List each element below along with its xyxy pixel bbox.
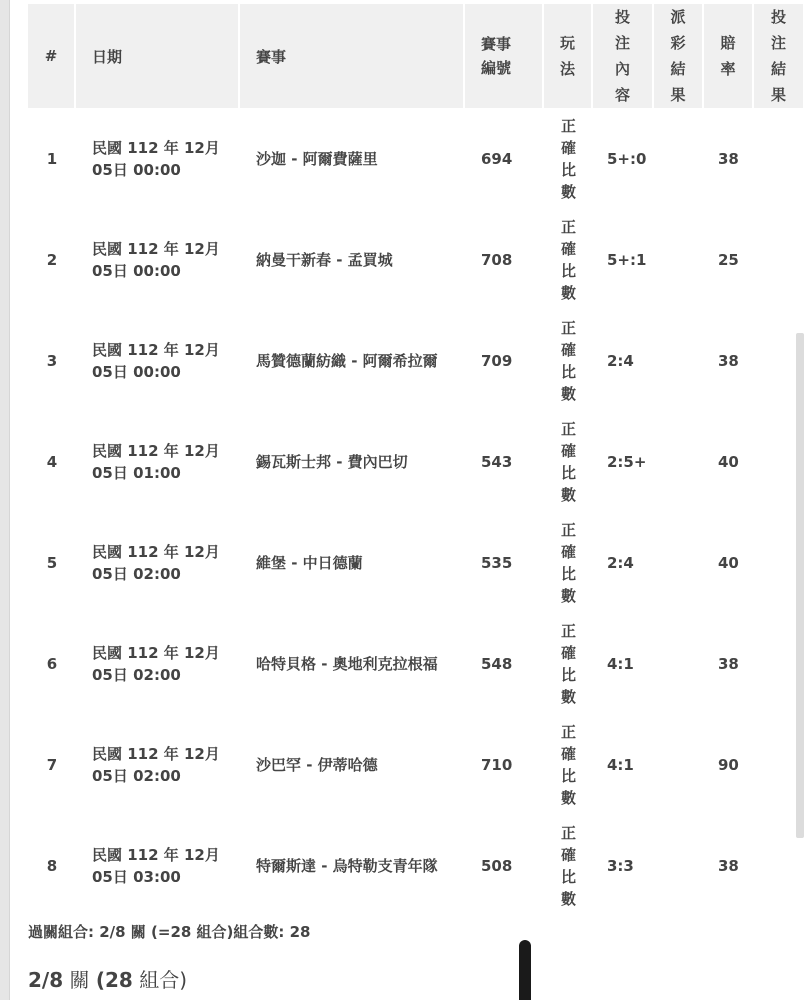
row-bet-content: 4:1 xyxy=(607,755,634,774)
row-match-code: 508 xyxy=(481,856,513,875)
row-odds: 40 xyxy=(718,452,739,471)
row-index: 2 xyxy=(46,250,58,269)
row-index: 4 xyxy=(46,452,58,471)
row-match: 納曼干新春 - 孟買城 xyxy=(256,251,393,269)
row-match: 馬贊德蘭紡織 - 阿爾希拉爾 xyxy=(256,352,438,370)
row-date: 民國 112 年 12月 05日 02:00 xyxy=(92,643,220,684)
row-bet-content: 2:4 xyxy=(607,553,634,572)
row-index: 1 xyxy=(46,149,58,168)
row-match: 錫瓦斯士邦 - 費內巴切 xyxy=(256,453,408,471)
row-payout-result xyxy=(654,108,704,209)
table-row xyxy=(28,209,805,310)
row-index: 8 xyxy=(46,856,58,875)
table-row xyxy=(28,714,805,815)
row-odds: 90 xyxy=(718,755,739,774)
header-bet-result: 投注結果 xyxy=(754,4,805,108)
row-match-code: 548 xyxy=(481,654,513,673)
row-match-code: 694 xyxy=(481,149,513,168)
header-date: 日期 xyxy=(76,4,240,108)
row-payout-result xyxy=(654,411,704,512)
row-index: 5 xyxy=(46,553,58,572)
row-match: 哈特貝格 - 奧地利克拉根福 xyxy=(256,655,438,673)
row-date: 民國 112 年 12月 05日 01:00 xyxy=(92,441,220,482)
row-play-type: 正確比數 xyxy=(560,217,576,302)
row-payout-result xyxy=(654,815,704,916)
row-match-code: 543 xyxy=(481,452,513,471)
bet-detail-table xyxy=(28,4,805,916)
row-play-type: 正確比數 xyxy=(560,621,576,706)
row-date: 民國 112 年 12月 05日 03:00 xyxy=(92,845,220,886)
left-scroll-rail xyxy=(0,0,10,1000)
header-match: 賽事 xyxy=(240,4,465,108)
row-match-code: 535 xyxy=(481,553,513,572)
header-index: # xyxy=(28,4,76,108)
row-bet-content: 5+:0 xyxy=(607,149,647,168)
row-bet-content: 4:1 xyxy=(607,654,634,673)
row-bet-result xyxy=(754,209,805,310)
row-index: 3 xyxy=(46,351,58,370)
row-play-type: 正確比數 xyxy=(560,318,576,403)
row-bet-result xyxy=(754,108,805,209)
row-match: 特爾斯達 - 烏特勒支青年隊 xyxy=(256,857,438,875)
bet-table-container xyxy=(28,4,805,916)
row-match-code: 709 xyxy=(481,351,513,370)
header-match-code: 賽事編號 xyxy=(465,4,544,108)
row-odds: 38 xyxy=(718,351,739,370)
row-play-type: 正確比數 xyxy=(560,520,576,605)
row-bet-content: 2:5+ xyxy=(607,452,647,471)
combination-section-title[interactable]: 2/8 關 (28 組合) xyxy=(28,968,188,992)
row-payout-result xyxy=(654,209,704,310)
row-payout-result xyxy=(654,310,704,411)
row-play-type: 正確比數 xyxy=(560,116,576,201)
row-match: 沙巴罕 - 伊蒂哈德 xyxy=(256,756,378,774)
table-row xyxy=(28,310,805,411)
row-play-type: 正確比數 xyxy=(560,419,576,504)
row-match: 維堡 - 中日德蘭 xyxy=(256,554,363,572)
table-row xyxy=(28,108,805,209)
drag-handle[interactable] xyxy=(519,940,531,1000)
row-date: 民國 112 年 12月 05日 02:00 xyxy=(92,744,220,785)
row-date: 民國 112 年 12月 05日 02:00 xyxy=(92,542,220,583)
row-play-type: 正確比數 xyxy=(560,722,576,807)
row-date: 民國 112 年 12月 05日 00:00 xyxy=(92,239,220,280)
row-payout-result xyxy=(654,714,704,815)
table-header xyxy=(28,4,805,108)
table-row xyxy=(28,613,805,714)
row-index: 6 xyxy=(46,654,58,673)
row-play-type: 正確比數 xyxy=(560,823,576,908)
parlay-summary: 過關組合: 2/8 關 (=28 組合)組合數: 28 xyxy=(28,923,311,941)
header-play-type: 玩法 xyxy=(544,4,593,108)
row-odds: 40 xyxy=(718,553,739,572)
row-date: 民國 112 年 12月 05日 00:00 xyxy=(92,138,220,179)
row-bet-content: 3:3 xyxy=(607,856,634,875)
row-match: 沙迦 - 阿爾費薩里 xyxy=(256,150,378,168)
row-date: 民國 112 年 12月 05日 00:00 xyxy=(92,340,220,381)
header-odds: 賠率 xyxy=(704,4,754,108)
row-odds: 25 xyxy=(718,250,739,269)
row-odds: 38 xyxy=(718,654,739,673)
row-odds: 38 xyxy=(718,856,739,875)
row-match-code: 708 xyxy=(481,250,513,269)
table-row xyxy=(28,411,805,512)
header-bet-content: 投注內容 xyxy=(593,4,654,108)
row-payout-result xyxy=(654,613,704,714)
table-row xyxy=(28,512,805,613)
row-bet-content: 2:4 xyxy=(607,351,634,370)
row-bet-content: 5+:1 xyxy=(607,250,647,269)
row-match-code: 710 xyxy=(481,755,513,774)
row-payout-result xyxy=(654,512,704,613)
table-body xyxy=(28,108,805,916)
table-scrollbar[interactable] xyxy=(796,333,804,838)
row-index: 7 xyxy=(46,755,58,774)
table-row xyxy=(28,815,805,916)
header-payout-result: 派彩結果 xyxy=(654,4,704,108)
row-odds: 38 xyxy=(718,149,739,168)
